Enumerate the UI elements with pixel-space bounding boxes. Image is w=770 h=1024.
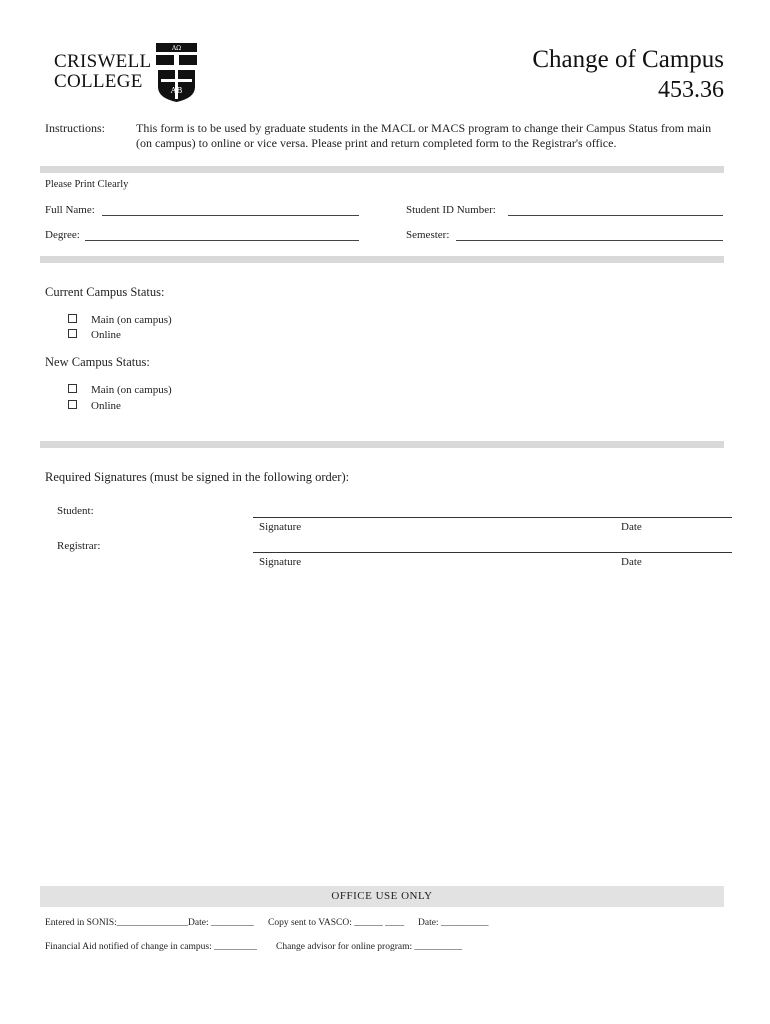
new-main-option[interactable] — [68, 384, 172, 396]
option-label: Main (on campus) — [91, 314, 172, 326]
college-logo-text — [54, 52, 151, 92]
signatures-heading: Required Signatures (must be signed in the following order): — [45, 470, 350, 484]
crest-bottom-text: AB — [170, 86, 183, 95]
section-divider — [40, 166, 724, 173]
current-online-option[interactable] — [68, 329, 121, 341]
registrar-signature-label: Registrar: — [57, 540, 101, 552]
signature-caption: Signature — [259, 556, 302, 568]
print-clearly-note: Please Print Clearly — [45, 179, 129, 190]
checkbox[interactable] — [68, 400, 77, 409]
section-divider — [40, 256, 724, 263]
change-advisor: Change advisor for online program: __________ — [276, 942, 463, 952]
logo-line-2: COLLEGE — [54, 71, 143, 92]
full-name-label: Full Name: — [45, 204, 95, 216]
date-caption: Date — [621, 521, 642, 533]
current-main-option[interactable] — [68, 314, 172, 326]
degree-field[interactable] — [85, 240, 359, 241]
full-name-field[interactable] — [102, 215, 359, 216]
college-crest-icon — [156, 43, 197, 103]
degree-label: Degree: — [45, 229, 80, 241]
current-status-heading: Current Campus Status: — [45, 285, 165, 299]
checkbox[interactable] — [68, 384, 77, 393]
form-title: Change of Campus — [532, 46, 724, 73]
financial-aid-notified: Financial Aid notified of change in campus: _________ — [45, 942, 257, 952]
copy-date: Date: __________ — [418, 918, 489, 928]
section-divider — [40, 441, 724, 448]
student-id-label: Student ID Number: — [406, 204, 496, 216]
date-caption: Date — [621, 556, 642, 568]
copy-sent-vasco: Copy sent to VASCO: ______ ____ — [268, 918, 405, 928]
logo-line-1: CRISWELL — [54, 51, 152, 72]
crest-top-text: AΩ — [171, 45, 182, 52]
registrar-signature-line[interactable] — [253, 552, 732, 553]
instructions-label: Instructions: — [45, 121, 105, 135]
semester-field[interactable] — [456, 240, 723, 241]
option-label: Online — [91, 329, 121, 341]
checkbox[interactable] — [68, 314, 77, 323]
student-signature-label: Student: — [57, 505, 94, 517]
student-id-field[interactable] — [508, 215, 723, 216]
option-label: Main (on campus) — [91, 384, 172, 396]
instructions-text: This form is to be used by graduate students in the MACL or MACS program to change their Campus Status from main (on campus) to online or vice versa. Please print and return completed form to the Registrar's office. — [136, 121, 712, 150]
new-online-option[interactable] — [68, 400, 121, 412]
entered-in-sonis: Entered in SONIS:_______________Date: _________ — [45, 918, 254, 928]
semester-label: Semester: — [406, 229, 450, 241]
form-number: 453.36 — [658, 77, 724, 103]
student-signature-line[interactable] — [253, 517, 732, 518]
office-use-header: OFFICE USE ONLY — [40, 886, 724, 907]
signature-caption: Signature — [259, 521, 302, 533]
option-label: Online — [91, 400, 121, 412]
checkbox[interactable] — [68, 329, 77, 338]
new-status-heading: New Campus Status: — [45, 355, 150, 369]
